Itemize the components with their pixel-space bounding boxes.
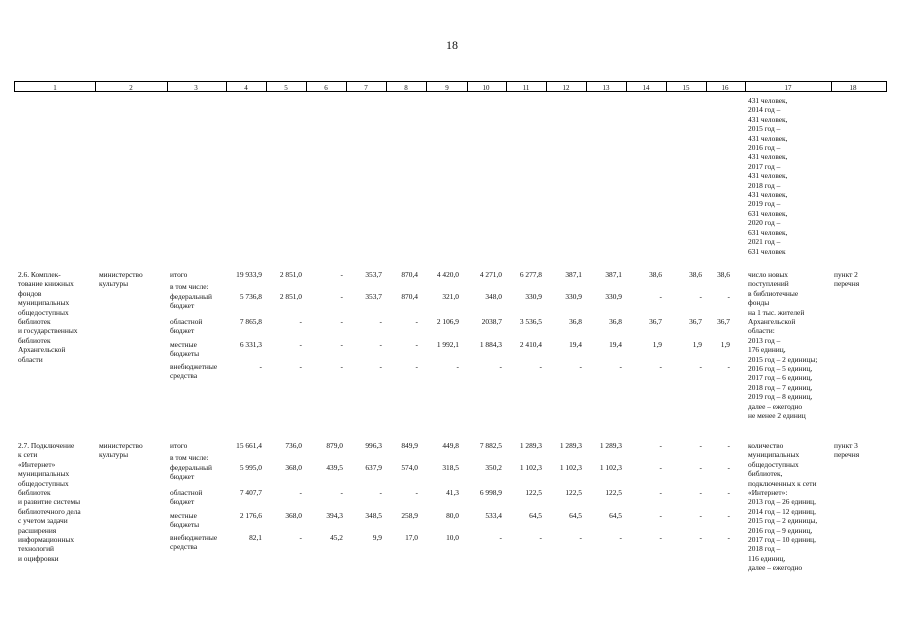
target-indicator-line: 2015 год – 2 единицы,	[748, 516, 818, 526]
funding-source-label	[170, 511, 199, 530]
amount-cell: 36,7	[689, 317, 702, 326]
measure-name-line: библиотек	[18, 317, 51, 327]
amount-cell: -	[379, 340, 382, 349]
column-number: 6	[324, 84, 328, 92]
indicator-line: 2021 год –	[748, 237, 781, 247]
amount-cell: -	[619, 533, 622, 542]
amount-cell: 64,5	[609, 511, 622, 520]
measure-name	[18, 441, 81, 563]
amount-cell: -	[659, 362, 662, 371]
measure-name-line: области	[18, 354, 43, 364]
amount-cell: -	[619, 362, 622, 371]
amount-cell: 1 884,3	[479, 340, 502, 349]
funding-source-label	[170, 453, 209, 462]
amount-cell: 330,9	[605, 292, 622, 301]
indicator-line: 2016 год –	[748, 143, 781, 153]
amount-cell: 7 882,5	[479, 441, 502, 450]
amount-cell: -	[699, 441, 702, 450]
amount-cell: 353,7	[365, 270, 382, 279]
target-indicator-line: далее – ежегодно	[748, 401, 803, 411]
funding-source-label	[170, 317, 202, 336]
amount-cell: 38,6	[689, 270, 702, 279]
page-number: 18	[446, 38, 458, 52]
target-indicator-line: области:	[748, 326, 775, 336]
column-divider	[506, 81, 507, 92]
amount-cell: -	[499, 362, 502, 371]
funding-source-label-line: бюджет	[170, 472, 195, 482]
measure-name-line: муниципальных	[18, 469, 70, 479]
funding-source-label-line: областной	[170, 317, 203, 326]
amount-cell: 1 289,3	[559, 441, 582, 450]
amount-cell: 45,2	[330, 533, 343, 542]
measure-name-line: и государственных	[18, 326, 78, 336]
funding-source-label-line: внебюджетные	[170, 362, 218, 371]
amount-cell: -	[415, 340, 418, 349]
amount-cell: 321,0	[442, 292, 459, 301]
amount-cell: -	[699, 292, 702, 301]
target-indicator-line: 2018 год –	[748, 544, 781, 554]
amount-cell: 122,5	[565, 488, 582, 497]
table-header-bottom-border	[14, 91, 886, 92]
amount-cell: -	[415, 362, 418, 371]
amount-cell: -	[379, 362, 382, 371]
target-indicator-line: не менее 2 единиц	[748, 411, 806, 421]
amount-cell: 9,9	[372, 533, 382, 542]
amount-cell: -	[340, 340, 343, 349]
amount-cell: 19 933,9	[236, 270, 262, 279]
column-divider	[167, 81, 168, 92]
amount-cell: 41,3	[446, 488, 459, 497]
funding-source-label	[170, 533, 217, 552]
target-indicator-line: число новых	[748, 270, 788, 279]
target-indicator-line: на 1 тыс. жителей	[748, 307, 805, 317]
target-indicator-line: 2015 год – 2 единицы;	[748, 354, 818, 364]
target-indicator-line: 2018 год – 7 единиц,	[748, 382, 813, 392]
indicator-line: 431 человек,	[748, 96, 788, 105]
funding-source-label-line: в том числе:	[170, 282, 209, 291]
amount-cell: 17,0	[405, 533, 418, 542]
measure-name-line: 2.6. Комплек-	[18, 270, 61, 279]
amount-cell: 3 536,5	[519, 317, 542, 326]
amount-cell: -	[499, 533, 502, 542]
amount-cell: 439,5	[326, 463, 343, 472]
indicator-line: 2014 год –	[748, 105, 781, 115]
amount-cell: 122,5	[605, 488, 622, 497]
amount-cell: 4 420,0	[436, 270, 459, 279]
amount-cell: -	[539, 533, 542, 542]
column-divider	[626, 81, 627, 92]
indicator-line: 431 человек,	[748, 171, 788, 181]
funding-source-label-line: в том числе:	[170, 453, 209, 462]
column-divider	[306, 81, 307, 92]
column-number: 17	[784, 84, 792, 92]
column-number: 11	[522, 84, 530, 92]
amount-cell: 80,0	[446, 511, 459, 520]
amount-cell: 2 410,4	[519, 340, 542, 349]
target-indicator-line: фонды	[748, 298, 770, 308]
column-number: 7	[364, 84, 368, 92]
amount-cell: -	[727, 463, 730, 472]
amount-cell: 2 106,9	[436, 317, 459, 326]
funding-source-label-line: бюджеты	[170, 520, 200, 530]
target-indicator-line: в библиотечные	[748, 288, 799, 298]
target-indicator-line: 2017 год – 10 единиц,	[748, 535, 816, 545]
target-indicator-line: 2016 год – 5 единиц,	[748, 364, 813, 374]
amount-cell: 82,1	[249, 533, 262, 542]
executor-line: министерство	[99, 441, 143, 450]
reference-line: пункт 3	[834, 441, 858, 450]
amount-cell: 348,5	[365, 511, 382, 520]
indicator-line: 2019 год –	[748, 199, 781, 209]
measure-name	[18, 270, 78, 364]
amount-cell: -	[579, 533, 582, 542]
amount-cell: 870,4	[401, 292, 418, 301]
amount-cell: 64,5	[529, 511, 542, 520]
amount-cell: 4 271,0	[479, 270, 502, 279]
measure-name-line: и развитие системы	[18, 497, 81, 507]
target-indicator-line: 2013 год –	[748, 335, 781, 345]
executor-line: культуры	[99, 450, 129, 460]
amount-cell: 5 995,0	[239, 463, 262, 472]
amount-cell: -	[659, 463, 662, 472]
amount-cell: 736,0	[285, 441, 302, 450]
carryover-indicator-col17	[748, 96, 787, 256]
target-indicator-line: Архангельской	[748, 317, 796, 327]
target-indicator-line: подключенных к сети	[748, 478, 817, 488]
measure-name-line: библиотечного дела	[18, 506, 81, 516]
amount-cell: -	[340, 270, 343, 279]
target-indicator-line: 2014 год – 12 единиц,	[748, 506, 816, 516]
amount-cell: -	[727, 292, 730, 301]
amount-cell: 38,6	[649, 270, 662, 279]
column-divider	[666, 81, 667, 92]
amount-cell: 36,8	[609, 317, 622, 326]
funding-source-label-line: итого	[170, 270, 188, 279]
amount-cell: -	[579, 362, 582, 371]
amount-cell: 330,9	[565, 292, 582, 301]
amount-cell: -	[539, 362, 542, 371]
column-number: 5	[284, 84, 288, 92]
amount-cell: 2 851,0	[279, 292, 302, 301]
indicator-line: 2018 год –	[748, 180, 781, 190]
amount-cell: 1 102,3	[519, 463, 542, 472]
amount-cell: -	[699, 488, 702, 497]
amount-cell: -	[379, 317, 382, 326]
amount-cell: -	[415, 488, 418, 497]
reference	[834, 270, 859, 289]
column-divider	[346, 81, 347, 92]
measure-name-line: и оцифровки	[18, 553, 59, 563]
funding-source-label	[170, 270, 187, 279]
measure-name-line: технологий	[18, 544, 54, 554]
target-indicator-line: библиотек,	[748, 469, 783, 479]
amount-cell: 6 331,3	[239, 340, 262, 349]
amount-cell: 2038,7	[481, 317, 502, 326]
measure-name-line: фондов	[18, 288, 42, 298]
amount-cell: -	[699, 362, 702, 371]
column-divider	[546, 81, 547, 92]
column-number: 15	[682, 84, 690, 92]
amount-cell: -	[727, 533, 730, 542]
amount-cell: 1 289,3	[519, 441, 542, 450]
funding-source-label	[170, 463, 212, 482]
funding-source-label	[170, 292, 212, 311]
amount-cell: -	[379, 488, 382, 497]
target-indicator-line: количество	[748, 441, 784, 450]
target-indicator	[748, 441, 817, 573]
table-top-border	[14, 81, 886, 82]
column-divider	[467, 81, 468, 92]
funding-source-label-line: средства	[170, 371, 198, 381]
column-number: 13	[602, 84, 610, 92]
column-number: 2	[129, 84, 133, 92]
target-indicator-line: 176 единиц,	[748, 345, 786, 355]
amount-cell: 533,4	[485, 511, 502, 520]
amount-cell: 7 407,7	[239, 488, 262, 497]
amount-cell: -	[340, 362, 343, 371]
amount-cell: 1 102,3	[599, 463, 622, 472]
amount-cell: 6 277,8	[519, 270, 542, 279]
funding-source-label-line: внебюджетные	[170, 533, 218, 542]
target-indicator-line: далее – ежегодно	[748, 563, 803, 573]
amount-cell: 368,0	[285, 463, 302, 472]
column-divider	[886, 81, 887, 92]
amount-cell: -	[699, 463, 702, 472]
indicator-line: 431 человек,	[748, 133, 788, 143]
amount-cell: 7 865,8	[239, 317, 262, 326]
amount-cell: 574,0	[401, 463, 418, 472]
measure-name-line: Архангельской	[18, 345, 66, 355]
column-divider	[586, 81, 587, 92]
amount-cell: -	[456, 362, 459, 371]
amount-cell: 36,7	[717, 317, 730, 326]
amount-cell: 879,0	[326, 441, 343, 450]
amount-cell: 258,9	[401, 511, 418, 520]
amount-cell: -	[299, 362, 302, 371]
measure-name-line: «Интернет»	[18, 459, 56, 469]
amount-cell: 19,4	[569, 340, 582, 349]
column-divider	[226, 81, 227, 92]
amount-cell: -	[659, 488, 662, 497]
amount-cell: 5 736,8	[239, 292, 262, 301]
executor	[99, 441, 143, 460]
reference-line: перечня	[834, 279, 860, 289]
amount-cell: 10,0	[446, 533, 459, 542]
amount-cell: 36,8	[569, 317, 582, 326]
reference-line: перечня	[834, 450, 860, 460]
column-divider	[14, 81, 15, 92]
amount-cell: -	[259, 362, 262, 371]
target-indicator-line: муниципальных	[748, 450, 800, 460]
measure-name-line: библиотек	[18, 335, 51, 345]
amount-cell: 849,9	[401, 441, 418, 450]
column-divider	[745, 81, 746, 92]
amount-cell: -	[659, 533, 662, 542]
indicator-line: 2017 год –	[748, 161, 781, 171]
indicator-line: 631 человек,	[748, 208, 788, 218]
target-indicator-line: 116 единиц,	[748, 553, 786, 563]
column-number: 3	[194, 84, 198, 92]
measure-name-line: с учетом задачи	[18, 516, 68, 526]
measure-name-line: тование книжных	[18, 279, 74, 289]
target-indicator-line: 2017 год – 6 единиц,	[748, 373, 813, 383]
amount-cell: 387,1	[605, 270, 622, 279]
amount-cell: -	[340, 292, 343, 301]
amount-cell: 1 289,3	[599, 441, 622, 450]
amount-cell: -	[299, 340, 302, 349]
target-indicator-line: 2016 год – 9 единиц,	[748, 525, 813, 535]
indicator-line: 631 человек	[748, 246, 786, 256]
amount-cell: -	[699, 533, 702, 542]
column-number: 4	[244, 84, 248, 92]
amount-cell: 870,4	[401, 270, 418, 279]
amount-cell: -	[727, 511, 730, 520]
amount-cell: 1,9	[720, 340, 730, 349]
target-indicator-line: общедоступных	[748, 459, 799, 469]
funding-source-label-line: федеральный	[170, 292, 212, 301]
target-indicator-line: 2013 год – 26 единиц,	[748, 497, 816, 507]
amount-cell: 368,0	[285, 511, 302, 520]
amount-cell: 2 176,6	[239, 511, 262, 520]
amount-cell: 19,4	[609, 340, 622, 349]
executor	[99, 270, 143, 289]
amount-cell: 318,5	[442, 463, 459, 472]
funding-source-label	[170, 282, 209, 291]
target-indicator-line: поступлений	[748, 279, 789, 289]
column-number: 18	[849, 84, 857, 92]
column-number: 1	[53, 84, 57, 92]
measure-name-line: общедоступных	[18, 307, 69, 317]
funding-source-label-line: средства	[170, 542, 198, 552]
column-divider	[95, 81, 96, 92]
amount-cell: -	[340, 488, 343, 497]
funding-source-label-line: бюджет	[170, 326, 195, 336]
funding-source-label-line: бюджет	[170, 497, 195, 507]
column-divider	[426, 81, 427, 92]
funding-source-label-line: бюджет	[170, 301, 195, 311]
executor-line: культуры	[99, 279, 129, 289]
amount-cell: 387,1	[565, 270, 582, 279]
amount-cell: -	[699, 511, 702, 520]
indicator-line: 431 человек,	[748, 190, 788, 200]
column-divider	[831, 81, 832, 92]
amount-cell: 394,3	[326, 511, 343, 520]
amount-cell: -	[659, 292, 662, 301]
funding-source-label	[170, 441, 187, 450]
amount-cell: 353,7	[365, 292, 382, 301]
amount-cell: 38,6	[717, 270, 730, 279]
amount-cell: 1 992,1	[436, 340, 459, 349]
indicator-line: 431 человек,	[748, 152, 788, 162]
target-indicator	[748, 270, 817, 421]
amount-cell: 1 102,3	[559, 463, 582, 472]
reference	[834, 441, 859, 460]
amount-cell: 350,2	[485, 463, 502, 472]
amount-cell: 637,9	[365, 463, 382, 472]
amount-cell: -	[659, 441, 662, 450]
target-indicator-line: «Интернет»:	[748, 488, 788, 498]
amount-cell: -	[659, 511, 662, 520]
target-indicator-line: 2019 год – 8 единиц,	[748, 392, 813, 402]
amount-cell: 996,3	[365, 441, 382, 450]
column-number: 14	[642, 84, 650, 92]
amount-cell: 36,7	[649, 317, 662, 326]
measure-name-line: библиотек	[18, 488, 51, 498]
reference-line: пункт 2	[834, 270, 858, 279]
funding-source-label-line: местные	[170, 340, 197, 349]
amount-cell: 330,9	[525, 292, 542, 301]
measure-name-line: общедоступных	[18, 478, 69, 488]
amount-cell: -	[415, 317, 418, 326]
amount-cell: 122,5	[525, 488, 542, 497]
column-number: 10	[482, 84, 490, 92]
measure-name-line: расширения	[18, 525, 57, 535]
column-number: 9	[445, 84, 449, 92]
amount-cell: 1,9	[692, 340, 702, 349]
funding-source-label-line: местные	[170, 511, 197, 520]
amount-cell: -	[727, 362, 730, 371]
measure-name-line: информационных	[18, 535, 75, 545]
column-divider	[706, 81, 707, 92]
amount-cell: -	[727, 441, 730, 450]
funding-source-label-line: бюджеты	[170, 349, 200, 359]
amount-cell: 449,8	[442, 441, 459, 450]
amount-cell: 15 661,4	[236, 441, 262, 450]
amount-cell: 6 998,9	[479, 488, 502, 497]
column-number: 16	[721, 84, 729, 92]
indicator-line: 631 человек,	[748, 227, 788, 237]
measure-name-line: к сети	[18, 450, 38, 460]
measure-name-line: муниципальных	[18, 298, 70, 308]
funding-source-label-line: областной	[170, 488, 203, 497]
funding-source-label	[170, 362, 217, 381]
amount-cell: 64,5	[569, 511, 582, 520]
funding-source-label	[170, 488, 202, 507]
funding-source-label	[170, 340, 199, 359]
column-divider	[386, 81, 387, 92]
measure-name-line: 2.7. Подключение	[18, 441, 75, 450]
column-divider	[266, 81, 267, 92]
amount-cell: 2 851,0	[279, 270, 302, 279]
amount-cell: -	[299, 533, 302, 542]
indicator-line: 2020 год –	[748, 218, 781, 228]
amount-cell: 348,0	[485, 292, 502, 301]
indicator-line: 2015 год –	[748, 124, 781, 134]
indicator-line: 431 человек,	[748, 114, 788, 124]
executor-line: министерство	[99, 270, 143, 279]
column-number: 12	[562, 84, 570, 92]
amount-cell: -	[299, 317, 302, 326]
column-number: 8	[404, 84, 408, 92]
amount-cell: -	[299, 488, 302, 497]
funding-source-label-line: федеральный	[170, 463, 212, 472]
amount-cell: -	[340, 317, 343, 326]
funding-source-label-line: итого	[170, 441, 188, 450]
amount-cell: 1,9	[652, 340, 662, 349]
amount-cell: -	[727, 488, 730, 497]
